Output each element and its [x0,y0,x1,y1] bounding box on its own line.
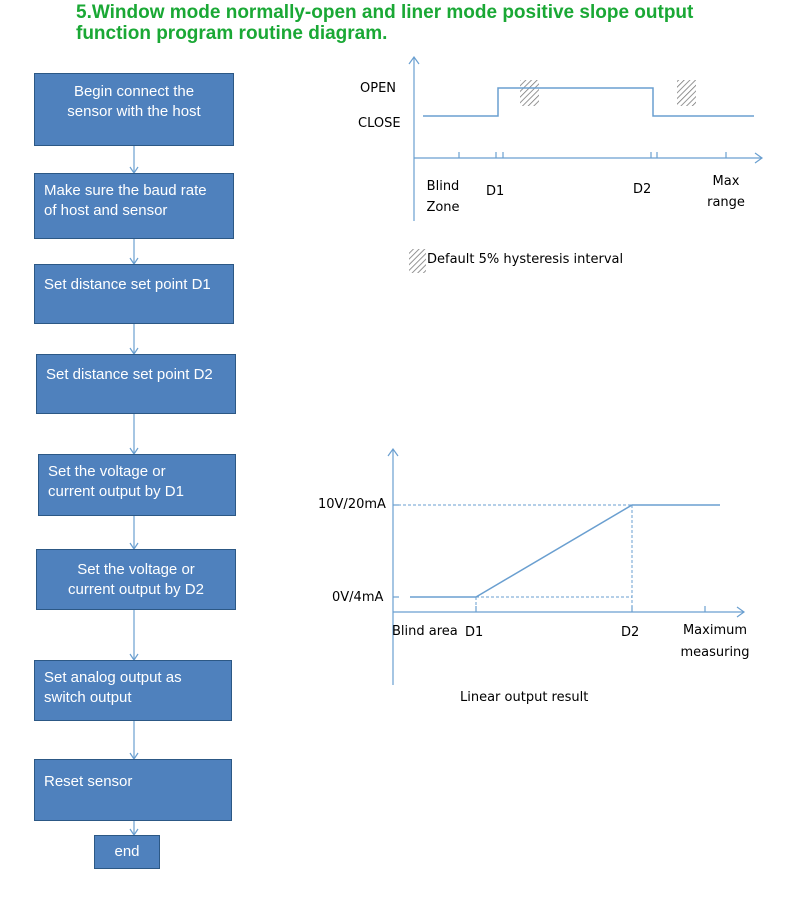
label-measuring-text: measuring [680,645,750,660]
step-text: Set analog output as [44,669,182,686]
label-maximum-measuring [678,620,752,664]
step-text: Set distance set point D2 [46,366,213,383]
step-text: Set the voltage or [48,463,166,480]
step-text: of host and sensor [44,202,168,219]
linear-caption: Linear output result [460,690,589,705]
title-line-1: 5.Window mode normally-open and liner mode positive slope output [76,2,694,23]
step-text: Begin connect the [73,83,195,100]
label-linear-d1: D1 [465,625,484,640]
step-text: Set distance set point D1 [44,276,211,293]
label-low-output: 0V/4mA [332,590,384,605]
label-linear-d2: D2 [621,625,640,640]
linear-output-line [410,505,720,597]
step-text: Reset sensor [44,773,133,790]
step-text: Make sure the baud rate [44,182,207,199]
step-text: sensor with the host [67,103,201,120]
label-close: CLOSE [358,116,401,131]
label-range-text: range [707,195,745,210]
legend-hysteresis: Default 5% hysteresis interval [427,252,624,267]
step-text: current output by D1 [48,483,184,500]
step-text: switch output [44,689,132,706]
step-text: Set the voltage or [77,561,195,578]
label-maximum-text: Maximum [682,623,748,638]
label-max-text: Max [712,174,740,189]
step-text: end [114,843,140,860]
label-switch-d2: D2 [633,182,652,197]
title-line-2: function program routine diagram. [76,23,388,44]
label-zone-text: Zone [426,200,460,215]
label-switch-d1: D1 [486,184,505,199]
step-text: current output by D2 [68,581,204,598]
label-high-output: 10V/20mA [318,497,386,512]
label-open: OPEN [360,81,397,96]
label-blind-text: Blind [426,179,460,194]
label-blind-area: Blind area [392,624,458,639]
